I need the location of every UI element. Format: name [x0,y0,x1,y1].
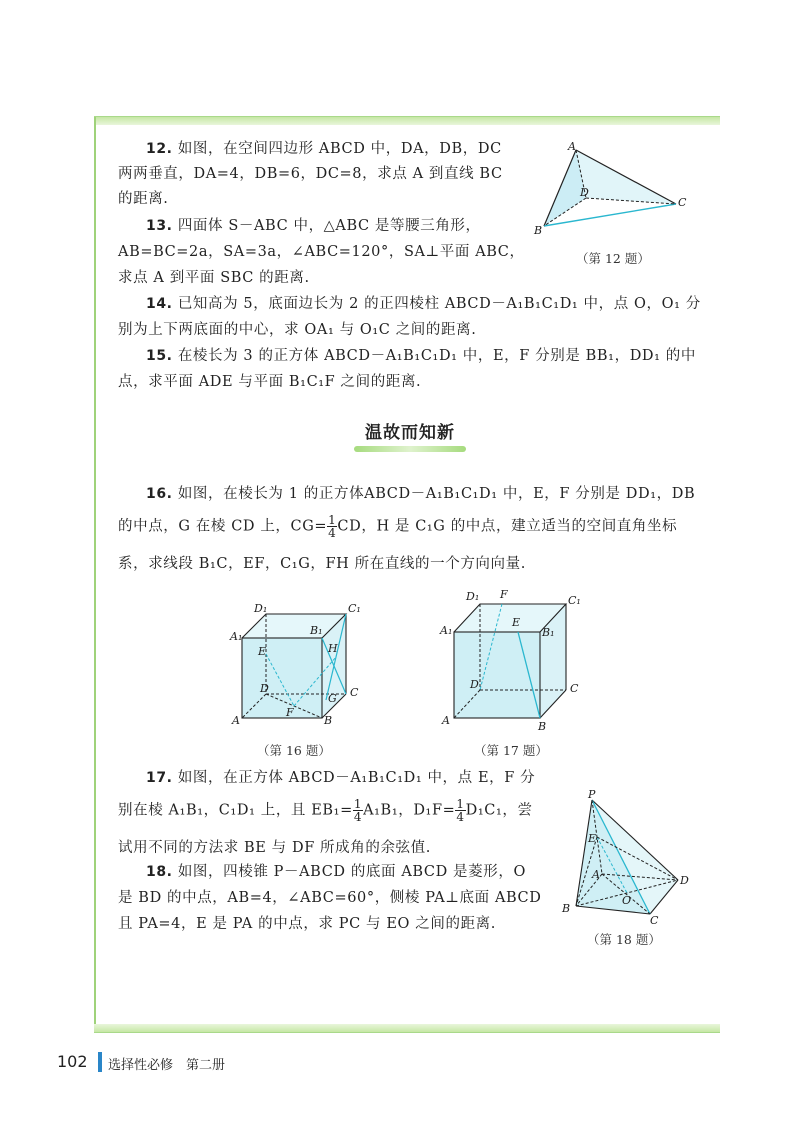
section-title-underline [354,446,466,452]
caption-fig16: （第 16 题） [257,743,331,758]
problem-16-line-2: 的中点，G 在棱 CD 上，CG= $\frac{1}{4}$ CD，H 是 C₁G 的中点，建立适当的空间直角坐标 [118,513,678,540]
fig12-label-b: B [534,224,543,237]
book-title: 选择性必修 第二册 [108,1058,226,1073]
problem-17-line-2: 别在棱 A₁B₁，C₁D₁ 上，且 EB₁= $\frac{1}{4}$ A₁B₁，D₁F= $\frac{1}{4}$ D₁C₁，尝 [118,797,533,824]
page-frame-left [94,117,96,1032]
fig16-label-f: F [286,706,294,719]
fig17-label-c1: C₁ [568,594,581,607]
fraction-eb1: $\frac{1}{4}$ [353,797,363,824]
section-title: 温故而知新 [354,418,466,452]
caption-fig12: （第 12 题） [576,251,650,266]
problem-18-line-1: 18. 如图，四棱锥 P－ABCD 的底面 ABCD 是菱形，O [146,864,526,880]
problem-14-line-2: 别为上下两底面的中心，求 OA₁ 与 O₁C 之间的距离. [118,322,477,338]
fig17-label-d: D [470,678,479,691]
problem-14-line-1: 14. 已知高为 5，底面边长为 2 的正四棱柱 ABCD－A₁B₁C₁D₁ 中，点 O，O₁ 分 [146,296,701,312]
figure-18 [562,788,692,927]
problem-13-line-1: 13. 四面体 S－ABC 中，△ABC 是等腰三角形， [146,218,481,234]
fig17-label-b: B [538,720,547,733]
page-number-divider [98,1052,102,1072]
fig16-label-b: B [324,714,333,727]
fig18-label-p: P [588,788,596,801]
caption-fig18: （第 18 题） [587,932,661,947]
fraction-one-quarter: $\frac{1}{4}$ [328,513,337,540]
fig16-label-d1: D₁ [254,602,268,615]
fig16-label-h: H [328,642,338,655]
fig18-label-d: D [680,874,689,887]
problem-16-line-1: 16. 如图，在棱长为 1 的正方体ABCD－A₁B₁C₁D₁ 中，E，F 分别是 DD₁，DB [146,486,696,502]
problem-15-line-1: 15. 在棱长为 3 的正方体 ABCD－A₁B₁C₁D₁ 中，E，F 分别是 BB₁，DD₁ 的中 [146,348,696,364]
fig12-label-a: A [568,140,576,153]
fig16-label-b1: B₁ [310,624,323,637]
problem-12-line-3: 的距离. [118,191,169,207]
page-number: 102 [57,1052,88,1071]
fig12-label-d: D [580,186,589,199]
fig16-label-d: D [260,682,269,695]
fig18-label-e: E [588,832,597,845]
problem-12-line-1: 12. 如图，在空间四边形 ABCD 中，DA，DB，DC [146,141,502,157]
problem-15-line-2: 点，求平面 ADE 与平面 B₁C₁F 之间的距离. [118,374,422,390]
fig17-label-a1: A₁ [440,624,453,637]
page-frame-top [94,116,720,125]
problem-18-line-2: 是 BD 的中点，AB=4，∠ABC=60°，侧棱 PA⊥底面 ABCD [118,890,542,906]
fig17-label-a: A [442,714,450,727]
fig16-label-a: A [232,714,240,727]
problem-17-line-1: 17. 如图，在正方体 ABCD－A₁B₁C₁D₁ 中，点 E，F 分 [146,770,536,786]
caption-fig17: （第 17 题） [474,743,548,758]
fig17-label-e: E [512,616,521,629]
fig18-label-c: C [650,914,659,927]
fraction-d1f: $\frac{1}{4}$ [456,797,465,824]
figure-12 [534,140,688,240]
problem-16-line-3: 系，求线段 B₁C，EF，C₁G，FH 所在直线的一个方向向量. [118,556,526,572]
fig16-label-g: G [328,692,337,705]
problem-17-line-3: 试用不同的方法求 BE 与 DF 所成角的余弦值. [118,840,431,856]
fig16-label-a1: A₁ [230,630,243,643]
fig16-label-c1: C₁ [348,602,361,615]
figure-16 [230,600,370,730]
problem-13-line-3: 求点 A 到平面 SBC 的距离. [118,270,310,286]
fig17-label-b1: B₁ [542,626,555,639]
problem-12-line-2: 两两垂直，DA=4，DB=6，DC=8，求点 A 到直线 BC [118,166,503,182]
fig12-label-c: C [678,196,687,209]
problem-18-line-3: 且 PA=4，E 是 PA 的中点，求 PC 与 EO 之间的距离. [118,916,496,932]
fig18-label-a: A [592,868,600,881]
fig18-label-b: B [562,902,571,915]
figure-17 [440,588,590,733]
fig16-label-c: C [350,686,359,699]
fig18-label-o: O [622,894,632,907]
problem-13-line-2: AB=BC=2a，SA=3a，∠ABC=120°，SA⊥平面 ABC， [118,244,525,260]
page-frame-bottom [94,1024,720,1033]
fig17-label-d1: D₁ [466,590,480,603]
fig17-label-f: F [500,588,508,601]
fig16-label-e: E [258,645,267,658]
fig17-label-c: C [570,682,579,695]
